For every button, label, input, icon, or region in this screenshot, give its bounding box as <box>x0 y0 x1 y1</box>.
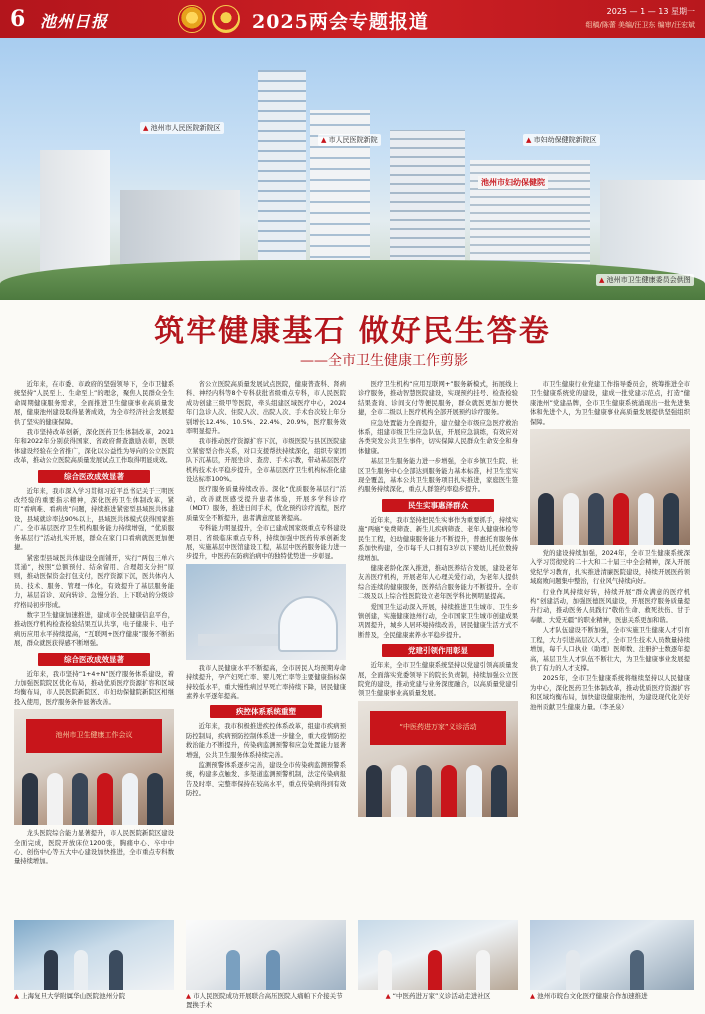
triangle-icon: ▲ <box>14 992 19 1000</box>
hero-caption: ▲ 市妇幼保健院新院区 <box>523 134 600 146</box>
paragraph: 2025年，全市卫生健康系统将继续坚持以人民健康为中心，深化医药卫生体制改革，推动优质医疗资源扩容和区域均衡布局，加快建设健康池州，为建设现代化美好池州贡献卫生健康力量。（李圣泉） <box>530 675 690 711</box>
person-figure <box>44 950 58 990</box>
cppcc-emblem-icon <box>212 5 240 33</box>
paragraph: 爱国卫生运动深入开展，持续推进卫生城市、卫生乡镇创建，实施健康池州行动，全市国家卫生城市创建成果巩固提升，城乡人居环境持续改善，居民健康生活方式不断普及，全民健康素养水平稳步提升。 <box>358 603 518 639</box>
hero-caption: ▲ 市人民医院新院 <box>318 134 381 146</box>
article-body <box>14 380 694 915</box>
article-column <box>186 380 346 915</box>
person-figure <box>416 765 432 817</box>
person-figure <box>663 493 679 545</box>
photo-caption: ▲ 上海复旦大学附属华山医院池州分院 <box>14 992 126 1000</box>
person-figure <box>613 493 629 545</box>
triangle-icon: ▲ <box>385 992 391 1000</box>
paragraph: 应急处置能力全面提升，建立健全市级应急医疗救治体系，组建市级卫生应急队伍，开展应急演练，有效应对各类突发公共卫生事件，切实保障人民群众生命安全和身体健康。 <box>358 419 518 455</box>
triangle-icon: ▲ <box>599 276 605 284</box>
paragraph: 近年来，我市深入学习贯彻习近平总书记关于三明医改经验的重要指示精神，深化医药卫生体制改革，紧盯“看病难、看病贵”问题，持续推进紧密型县域医共体建设，县域就诊率达90%以上，县域医共体模式获得国家推广。全市基层医疗卫生机构服务能力持续增强，“优质服务基层行”活动扎实开展，群众在家门口看病就医更加便捷。 <box>14 487 174 552</box>
paragraph: 近年来，在市委、市政府的坚强领导下，全市卫健系统坚持“人民至上、生命至上”的理念，聚焦人民群众全生命周期健康服务需求，全面推进卫生健康事业高质量发展，健康池州建设取得显著成效，为全市经济社会发展提供了坚实的健康保障。 <box>14 381 174 426</box>
person-figure <box>566 950 580 990</box>
scanner-bed <box>198 634 278 646</box>
photo <box>14 920 174 990</box>
person-figure <box>428 950 442 990</box>
paragraph: 健康老龄化深入推进，推动医养结合发展，建设老年友善医疗机构，开展老年人心理关爱行动，为老年人提供综合连续的健康服务，医养结合服务能力不断提升。全市二级及以上综合性医院设立老年医学科比例明显提高。 <box>358 564 518 601</box>
person-figure <box>476 950 490 990</box>
person-figure <box>122 773 138 825</box>
paragraph: 紧密型县域医共体建设全面铺开，实行“两包三单六贯通”，按照“总额预付、结余留用、合理超支分担”原则，推动医保资金打包支付，医疗资源下沉，医共体内人员、技术、服务、管理一体化，有效提升了基层服务能力，基层首诊、双向转诊、急慢分治、上下联动的分级诊疗格局初步形成。 <box>14 554 174 609</box>
person-figure <box>74 950 88 990</box>
photo <box>530 429 690 545</box>
person-figure <box>266 950 280 990</box>
paragraph: 数字卫生健康加速推进，建成市全民健康信息平台，推动医疗机构检查检验结果互认共享，电子健康卡、电子病历应用水平持续提高，“互联网+医疗健康”服务不断拓展，群众就医获得感不断增强。 <box>14 611 174 648</box>
paragraph: 我市推动医疗资源扩容下沉，市级医院与县区医院建立紧密型合作关系，对口支援帮扶持续深化，组织专家团队下沉基层，开展坐诊、查房、手术示教，带动基层医疗机构技术水平稳步提升，全市基层医疗卫生机构标准化建设达标率100%。 <box>186 438 346 484</box>
paragraph: 专科能力明显提升，全市已建成国家级重点专科建设项目、省级临床重点专科，持续加强中医药传承创新发展，实施基层中医馆建设工程，基层中医药服务能力进一步提升，中医药在防病治病中的独特优势进一步彰显。 <box>186 525 346 561</box>
photo-caption: ▲ 市人民医院成功开展联合高压医院人痛帕下介接关节置换手术 <box>186 992 343 1009</box>
triangle-icon: ▲ <box>526 136 532 144</box>
person-figure <box>638 493 654 545</box>
paragraph: 行业作风持续好转，持续开展“群众满意的医疗机构”创建活动，加强医德医风建设，开展医疗服务质量提升行动，推动医务人员践行“敬佑生命、救死扶伤、甘于奉献、大爱无疆”的职业精神，医患关系更加和谐。 <box>530 588 690 624</box>
photo-caption: ▲ 池州市皖台文化医疗健康合作加速推进 <box>530 992 648 1000</box>
hero-caption: ▲ 池州市人民医院新院区 <box>140 122 224 134</box>
section-title: 2025两会专题报道 <box>252 11 429 33</box>
section-heading: 党建引领作用彰显 <box>382 644 494 657</box>
photo <box>358 920 518 990</box>
paragraph: 人才队伍建设不断加强，全市实施卫生健康人才引育工程，大力引进高层次人才，全市卫生技术人员数量持续增加，每千人口执业（助理）医师数、注册护士数逐年提高，基层卫生人才队伍不断壮大，为卫生健康事业发展提供了有力的人才支撑。 <box>530 627 690 672</box>
paragraph: 市卫生健康行业党建工作指导委员会，统筹推进全市卫生健康系统党的建设，建成一批党建示范点，打造“健康池州”党建品牌，全市卫生健康系统涌现出一批先进集体和先进个人，为卫生健康事业高质量发展提供坚强组织保障。 <box>530 381 690 426</box>
person-figure <box>72 773 88 825</box>
headline-subtitle: ——全市卫生健康工作剪影 <box>300 353 468 369</box>
paragraph: 近年来，全市卫生健康系统坚持以党建引领高质量发展，全面落实党委领导下的院长负责制，持续加强公立医院党的建设，推动党建与业务深度融合，以高质量党建引领卫生健康事业高质量发展。 <box>358 662 518 698</box>
section-heading: 综合医改成效显著 <box>38 470 150 483</box>
paragraph: 医疗卫生机构“应用互联网+”服务新模式，拓展线上诊疗服务，推动智慧医院建设，实现预约挂号、检查检验结果查询、诊间支付等便民服务，群众就医更加方便快捷，全市二级以上医疗机构全部开展预约诊疗服务。 <box>358 381 518 417</box>
person-figure <box>441 765 457 817</box>
stage-screen <box>26 719 162 753</box>
paragraph: 省公立医院高质量发展试点医院，健康普查科、肾病科、神经内科等8个专科获批省级重点专科，市人民医院成功创建三级甲等医院，牵头组建区域医疗中心，2024年门急诊人次、住院人次、出院人次、手术台次较上年分别增长12.4%、10.5%、22.4%、20.9%，医疗服务效率明显提升。 <box>186 381 346 436</box>
person-figure <box>366 765 382 817</box>
article-column <box>530 380 690 915</box>
paragraph: 近年来，我市积极推进疾控体系改革，组建市疾病预防控制局，疾病预防控制体系进一步健全，重大疫情防控救治能力不断提升，传染病监测预警和应急处置能力显著增强，公共卫生服务体系持续完善。 <box>186 723 346 759</box>
paragraph: 近年来，我市坚持把民生实事作为重要抓手，持续实施“两癌”免费筛查、新生儿疾病筛查、老年人健康体检等民生工程，妇幼健康服务能力不断提升，普惠托育服务体系加快构建，全市每千人口拥有3岁以下婴幼儿托位数持续增加。 <box>358 516 518 562</box>
ct-scanner <box>278 596 338 652</box>
person-figure <box>538 493 554 545</box>
photo <box>186 920 346 990</box>
editor-credits: 组稿/陈蕾 美编/汪卫东 编审/汪宏斌 <box>585 21 695 29</box>
person-figure <box>391 765 407 817</box>
photo <box>530 920 694 990</box>
triangle-icon: ▲ <box>321 136 327 144</box>
masthead <box>0 0 705 38</box>
paragraph: 基层卫生服务能力进一步增强，全市乡镇卫生院、社区卫生服务中心全部达到服务能力基本标准，村卫生室实现全覆盖，基本公共卫生服务项目扎实推进，家庭医生签约服务持续深化，重点人群签约率稳步提升。 <box>358 458 518 494</box>
article-column <box>358 380 518 915</box>
triangle-icon: ▲ <box>143 124 149 132</box>
triangle-icon: ▲ <box>186 992 191 1000</box>
hero-photo <box>0 38 705 300</box>
newspaper-logo: 池州日报 <box>40 12 109 31</box>
person-figure <box>466 765 482 817</box>
person-figure <box>630 950 644 990</box>
section-heading: 综合医改成效显著 <box>38 653 150 666</box>
paragraph: 龙头医院综合能力显著提升，市人民医院新院区建设全面完成，医院开放床位1200张，胸痛中心、卒中中心、创伤中心等五大中心建设加快推进，全市重点专科数量持续增加。 <box>14 830 174 866</box>
page-number: 6 <box>10 6 26 32</box>
person-figure <box>588 493 604 545</box>
paragraph: 党的建设持续加强，2024年，全市卫生健康系统深入学习贯彻党的二十大和二十届三中全会精神，深入开展党纪学习教育，扎实推进清廉医院建设，持续开展医药领域腐败问题集中整治，行业风气持续向好。 <box>530 550 690 586</box>
headline <box>0 306 705 350</box>
person-figure <box>563 493 579 545</box>
photo <box>186 564 346 660</box>
hospital-sign: 池州市妇幼保健院 <box>478 176 548 189</box>
photo-caption: ▲ “中医药进万家”义诊活动走进社区 <box>385 992 491 1000</box>
photo <box>14 709 174 825</box>
person-figure <box>22 773 38 825</box>
person-figure <box>97 773 113 825</box>
paragraph: 近年来，我市坚持“1+4+N”医疗服务体系建设，着力加强医院院区优化布局，推动优质医疗资源扩容和区域均衡布局，市人民医院新院区、市妇幼保健院新院区相继投入使用，医疗服务条件显著改善。 <box>14 670 174 706</box>
person-figure <box>109 950 123 990</box>
screen-text: “中医药进万家”义诊活动 <box>399 722 477 731</box>
article-column <box>14 380 174 915</box>
paragraph: 我市坚持改革创新，深化医药卫生体制改革，2021年和2022年分别获得国家、省政府督查激励表彰，医联体建设经验在全省推广，深化以公益性为导向的公立医院改革，推动公立医院高质量发展试点工作取得明显成效。 <box>14 429 174 465</box>
person-figure <box>491 765 507 817</box>
paragraph: 监测预警体系逐步完善，建设全市传染病监测预警系统，构建多点触发、多渠道监测预警机制，法定传染病报告及时率、完整率保持在较高水平，重点传染病得到有效防控。 <box>186 761 346 798</box>
person-figure <box>378 950 392 990</box>
national-emblem-icon <box>178 5 206 33</box>
hero-caption: ▲ 池州市卫生健康委员会供图 <box>596 274 694 286</box>
person-figure <box>47 773 63 825</box>
photo-strip <box>14 920 694 1010</box>
paragraph: 我市人民健康水平不断提高，全市居民人均预期寿命持续提升，孕产妇死亡率、婴儿死亡率等主要健康指标保持较低水平，重大慢性病过早死亡率持续下降，居民健康素养水平逐年提高。 <box>186 664 346 700</box>
person-figure <box>226 950 240 990</box>
photo <box>358 701 518 817</box>
triangle-icon: ▲ <box>530 992 535 1000</box>
person-figure <box>147 773 163 825</box>
headline-title: 筑牢健康基石 做好民生答卷 <box>154 314 551 349</box>
stage-screen <box>370 711 506 745</box>
paragraph: 医疗服务质量持续改善。深化“优质服务基层行”活动，改善就医感受提升患者体验，开展多学科诊疗（MDT）服务，推进日间手术，优化预约诊疗流程，医疗质量安全不断提升，患者满意度显著提高。 <box>186 486 346 522</box>
section-heading: 疾控体系系统重塑 <box>210 705 322 718</box>
section-heading: 民生实事惠泽群众 <box>382 499 494 512</box>
screen-text: 池州市卫生健康工作会议 <box>55 731 133 740</box>
issue-date: 2025 — 1 — 13 星期一 <box>606 7 695 16</box>
